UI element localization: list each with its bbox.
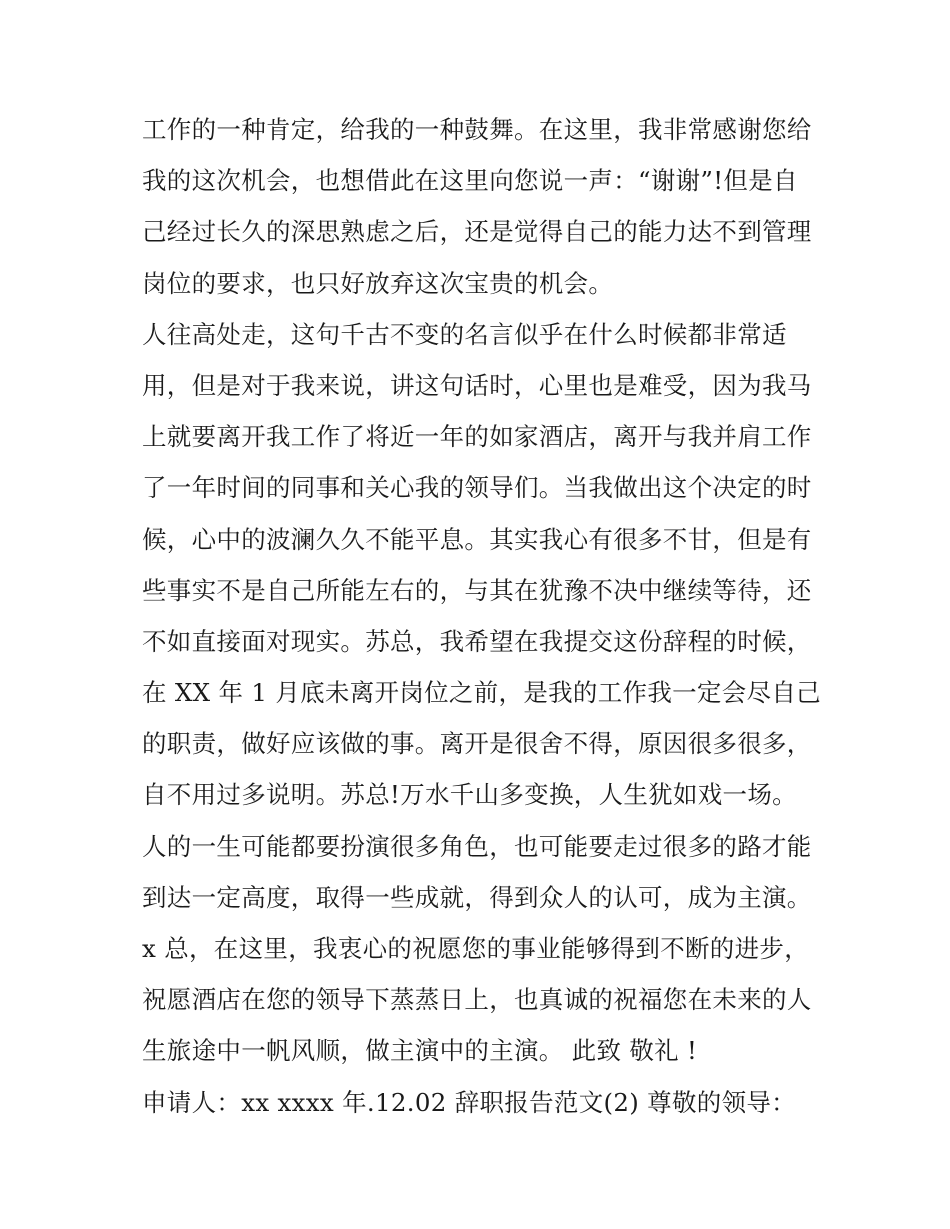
text-line: 岗位的要求，也只好放弃这次宝贵的机会。 — [142, 268, 614, 298]
text-line: 到达一定高度，取得一些成就，得到众人的认可，成为主演。 — [142, 882, 812, 912]
text-line: x 总，在这里，我衷心的祝愿您的事业能够得到不断的进步， — [142, 934, 810, 963]
letter-body — [142, 104, 822, 1128]
text-line: 的职责，做好应该做的事。离开是很舍不得，原因很多很多， — [142, 729, 812, 759]
text-line: 祝愿酒店在您的领导下蒸蒸日上，也真诚的祝福您在未来的人 — [142, 985, 812, 1015]
text-line: 了一年时间的同事和关心我的领导们。当我做出这个决定的时 — [142, 473, 812, 503]
text-line: 己经过长久的深思熟虑之后，还是觉得自己的能力达不到管理 — [142, 217, 812, 247]
text-line: 生旅途中一帆风顺，做主演中的主演。 此致 敬礼 ! — [142, 1036, 698, 1066]
text-line: 工作的一种肯定，给我的一种鼓舞。在这里，我非常感谢您给 — [142, 115, 812, 144]
text-line: 些事实不是自己所能左右的，与其在犹豫不决中继续等待，还 — [142, 575, 812, 605]
text-line: 不如直接面对现实。苏总，我希望在我提交这份辞程的时候， — [142, 626, 812, 656]
text-line: 申请人：xx xxxx 年.12.02 辞职报告范文(2) 尊敬的领导： — [142, 1087, 796, 1117]
text-line: 人往高处走，这句千古不变的名言似乎在什么时候都非常适 — [142, 319, 787, 349]
text-line: 在 XX 年 1 月底未离开岗位之前，是我的工作我一定会尽自己 — [142, 678, 821, 708]
text-line: 候，心中的波澜久久不能平息。其实我心有很多不甘，但是有 — [142, 524, 812, 554]
text-line: 上就要离开我工作了将近一年的如家酒店，离开与我并肩工作 — [142, 422, 812, 452]
text-line: 人的一生可能都要扮演很多角色，也可能要走过很多的路才能 — [142, 831, 812, 861]
text-line: 用，但是对于我来说，讲这句话时，心里也是难受，因为我马 — [142, 370, 812, 400]
text-line: 我的这次机会，也想借此在这里向您说一声：“谢谢”!但是自 — [142, 166, 798, 196]
text-line: 自不用过多说明。苏总!万水千山多变换，人生犹如戏一场。 — [142, 780, 797, 810]
